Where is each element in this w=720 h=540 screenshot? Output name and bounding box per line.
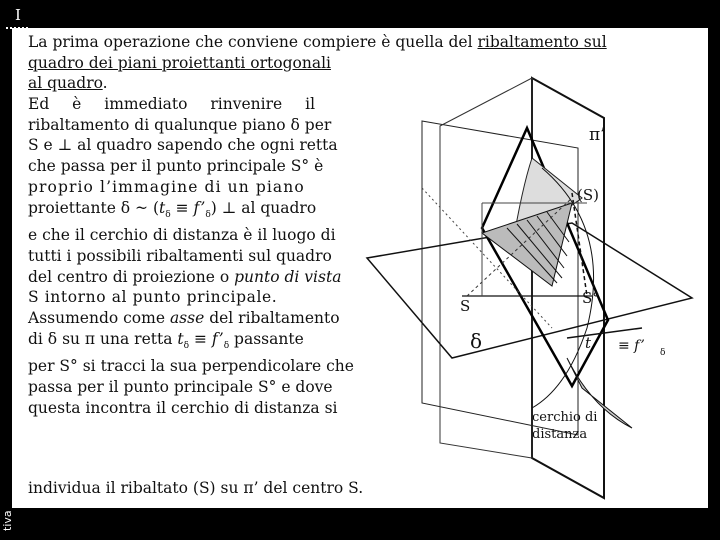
label-circle-2: distanza bbox=[532, 427, 588, 442]
slide-number: I bbox=[15, 6, 21, 24]
label-pi-prime: π’ bbox=[589, 125, 606, 145]
label-S0: S° bbox=[582, 289, 600, 307]
label-S: S bbox=[460, 297, 471, 315]
label-circle-1: cerchio di bbox=[532, 410, 598, 425]
slide-page bbox=[12, 28, 708, 508]
label-delta: δ bbox=[470, 329, 483, 353]
label-f-delta: ≡ f’ bbox=[618, 338, 645, 354]
intro-paragraph: La prima operazione che conviene compiere è quella del ribaltamento sul quadro dei piani proiettanti ortogonali al quadro. bbox=[28, 33, 607, 93]
plane-left-edge bbox=[440, 78, 532, 458]
label-S-ribaltato: (S) bbox=[577, 186, 599, 204]
label-f-delta-sub: δ bbox=[660, 348, 666, 358]
perpendicular-line bbox=[572, 193, 587, 296]
final-text-line: individua il ribaltato (S) su π’ del centro S. bbox=[28, 479, 364, 497]
perspective-figure bbox=[12, 28, 708, 508]
label-t: t bbox=[585, 334, 592, 352]
body-paragraph: Ed è immediato rinvenire il ribaltamento di qualunque piano δ per S e ⊥ al quadro sapendo che ogni retta che passa per il punto principale S° è proprio l’immagine di un piano proiettante δ ~ ($t_\delta$ ≡ $f’_\delta$) ⊥ al quadro e che il cerchio di distanza è il luogo di tutti i possibili ribaltamenti sul quadro del centro di proiezione o punto di vista S intorno al punto principale. Assumendo come asse del ribaltamento di δ su π una retta $t_\delta$ ≡ $f’_\delta$ passante per S° si tracci la sua perpendicolare che passa per il punto principale S° e dove questa incontra il cerchio di distanza si bbox=[28, 95, 354, 417]
plane-pi-rect bbox=[422, 121, 578, 435]
corner-vertical-label: tiva bbox=[1, 510, 14, 532]
